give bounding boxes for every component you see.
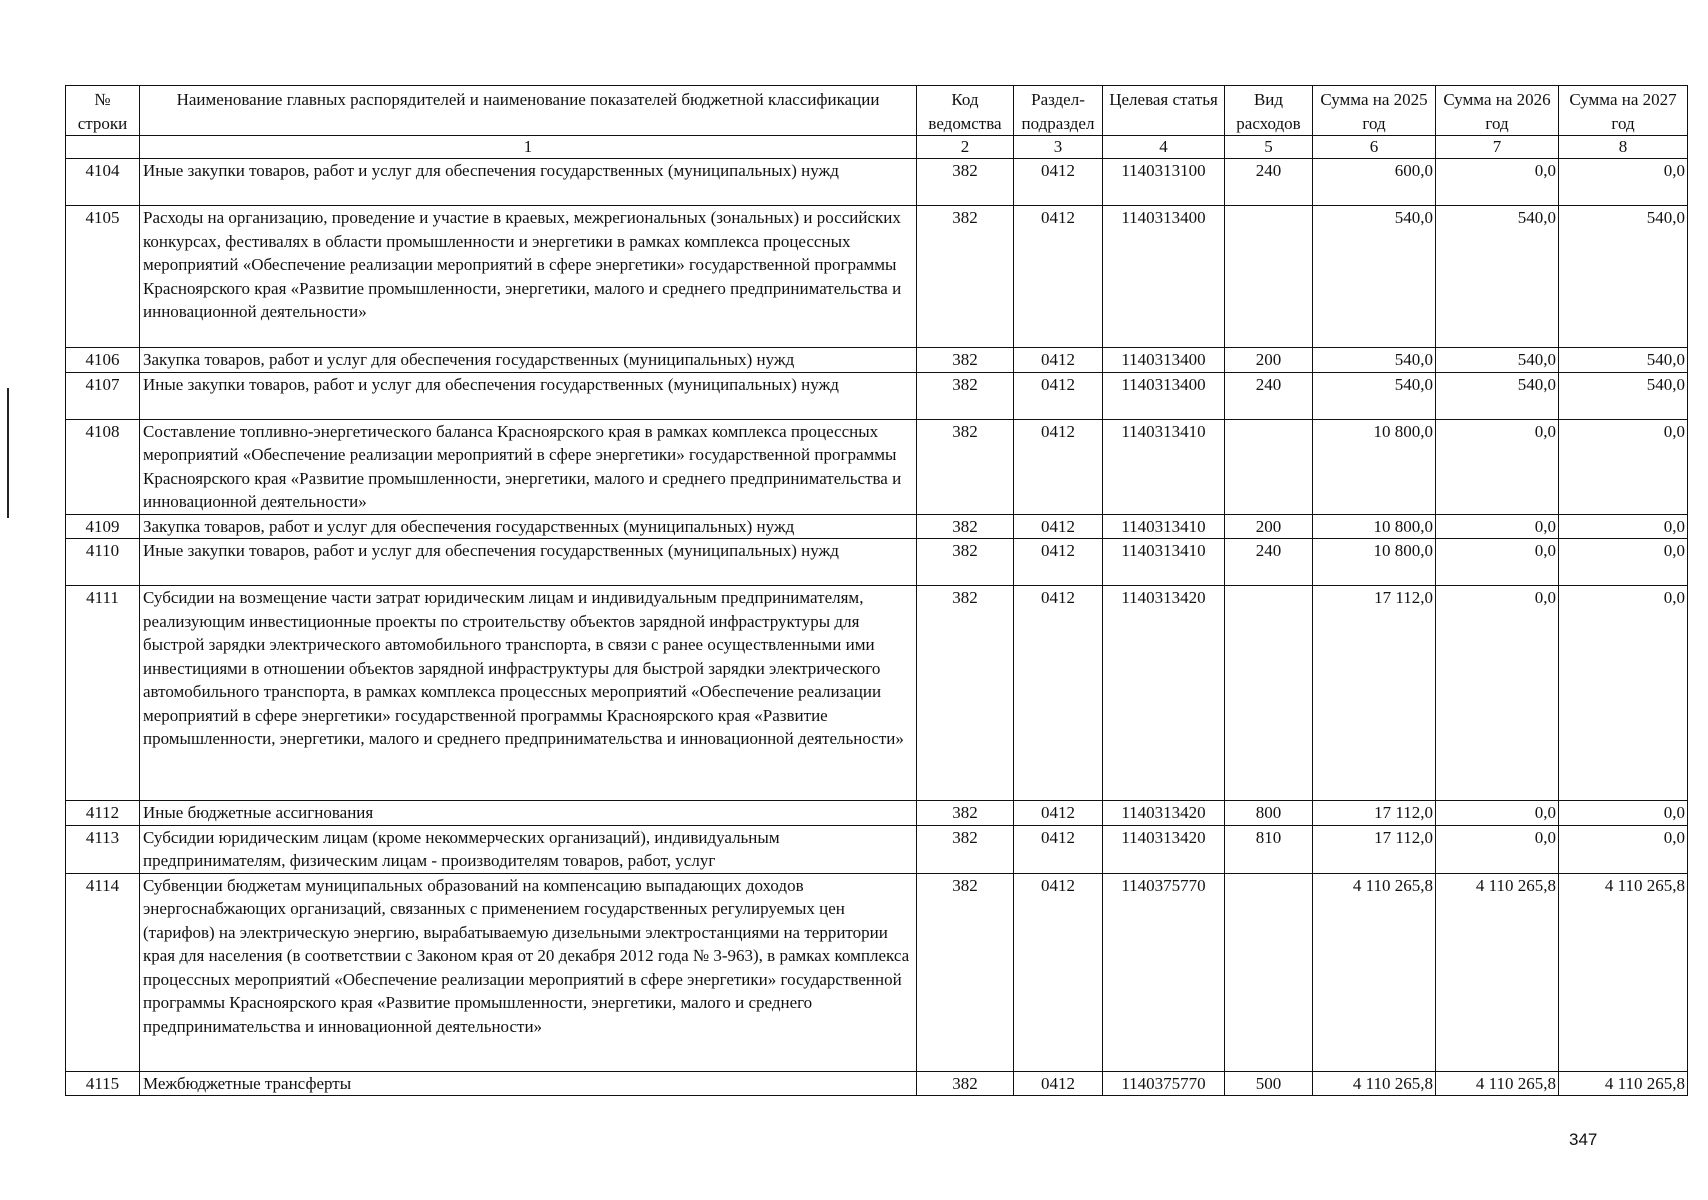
row-section: 0412	[1014, 825, 1103, 873]
table-row	[66, 372, 1688, 419]
row-target-item: 1140313410	[1103, 419, 1225, 514]
row-sum-2025: 17 112,0	[1313, 801, 1436, 826]
header-row	[66, 86, 1688, 136]
row-target-item: 1140313410	[1103, 539, 1225, 586]
row-number: 4112	[66, 801, 140, 826]
column-number: 2	[917, 136, 1014, 159]
row-sum-2026: 540,0	[1436, 206, 1559, 348]
row-name: Субсидии на возмещение части затрат юридическим лицам и индивидуальным предпринимателям, реализующим инвестиционные проекты по строительству объектов зарядной инфраструктуры для быстрой зарядки электрического автомобильного транспорта, в связи с ранее осуществленными ими инвестициями в отношении объектов зарядной инфраструктуры для быстрой зарядки электрического автомобильного транспорта, в рамках комплекса процессных мероприятий «Обеспечение реализации мероприятий в сфере энергетики» государственной программы Красноярского края «Развитие промышленности, энергетики, малого и среднего предпринимательства и инновационной деятельности»	[140, 586, 917, 801]
column-number: 3	[1014, 136, 1103, 159]
header-sum-2027: Сумма на 2027 год	[1559, 86, 1688, 136]
row-expense-type: 800	[1225, 801, 1313, 826]
row-section: 0412	[1014, 1071, 1103, 1096]
row-name: Иные закупки товаров, работ и услуг для обеспечения государственных (муниципальных) нужд	[140, 539, 917, 586]
row-target-item: 1140375770	[1103, 873, 1225, 1071]
row-sum-2026: 540,0	[1436, 348, 1559, 373]
row-number: 4108	[66, 419, 140, 514]
table-body	[66, 159, 1688, 1096]
row-target-item: 1140313400	[1103, 372, 1225, 419]
row-name: Расходы на организацию, проведение и участие в краевых, межрегиональных (зональных) и российских конкурсах, фестивалях в области промышленности и энергетики в рамках комплекса процессных мероприятий «Обеспечение реализации мероприятий в сфере энергетики» государственной программы Красноярского края «Развитие промышленности, энергетики, малого и среднего предпринимательства и инновационной деятельности»	[140, 206, 917, 348]
row-dept-code: 382	[917, 1071, 1014, 1096]
row-section: 0412	[1014, 514, 1103, 539]
budget-table	[65, 85, 1688, 1096]
row-number: 4107	[66, 372, 140, 419]
row-dept-code: 382	[917, 159, 1014, 206]
table-row	[66, 801, 1688, 826]
row-sum-2027: 0,0	[1559, 825, 1688, 873]
row-sum-2025: 10 800,0	[1313, 419, 1436, 514]
row-expense-type	[1225, 586, 1313, 801]
row-dept-code: 382	[917, 586, 1014, 801]
row-expense-type	[1225, 206, 1313, 348]
margin-mark	[7, 388, 9, 518]
table-row	[66, 825, 1688, 873]
row-number: 4115	[66, 1071, 140, 1096]
row-sum-2025: 17 112,0	[1313, 586, 1436, 801]
row-expense-type	[1225, 873, 1313, 1071]
row-number: 4114	[66, 873, 140, 1071]
row-sum-2026: 4 110 265,8	[1436, 873, 1559, 1071]
row-dept-code: 382	[917, 825, 1014, 873]
row-sum-2026: 0,0	[1436, 539, 1559, 586]
header-dept-code: Код ведомства	[917, 86, 1014, 136]
column-number: 6	[1313, 136, 1436, 159]
row-expense-type: 500	[1225, 1071, 1313, 1096]
row-sum-2025: 17 112,0	[1313, 825, 1436, 873]
header-row-no: № строки	[66, 86, 140, 136]
row-target-item: 1140313400	[1103, 348, 1225, 373]
header-section: Раздел-подраздел	[1014, 86, 1103, 136]
row-section: 0412	[1014, 539, 1103, 586]
row-number: 4104	[66, 159, 140, 206]
row-sum-2027: 0,0	[1559, 514, 1688, 539]
column-number: 1	[140, 136, 917, 159]
row-target-item: 1140313400	[1103, 206, 1225, 348]
row-sum-2026: 0,0	[1436, 801, 1559, 826]
column-number: 7	[1436, 136, 1559, 159]
row-expense-type: 240	[1225, 372, 1313, 419]
row-dept-code: 382	[917, 419, 1014, 514]
row-target-item: 1140313420	[1103, 801, 1225, 826]
table-row	[66, 873, 1688, 1071]
row-name: Закупка товаров, работ и услуг для обеспечения государственных (муниципальных) нужд	[140, 348, 917, 373]
table-row	[66, 159, 1688, 206]
row-sum-2026: 0,0	[1436, 159, 1559, 206]
row-section: 0412	[1014, 801, 1103, 826]
table-row	[66, 514, 1688, 539]
row-name: Иные закупки товаров, работ и услуг для обеспечения государственных (муниципальных) нужд	[140, 372, 917, 419]
header-expense-type: Вид расходов	[1225, 86, 1313, 136]
row-expense-type: 240	[1225, 159, 1313, 206]
row-name: Иные бюджетные ассигнования	[140, 801, 917, 826]
row-target-item: 1140313420	[1103, 586, 1225, 801]
row-dept-code: 382	[917, 514, 1014, 539]
page-number: 347	[1569, 1130, 1598, 1149]
row-number: 4113	[66, 825, 140, 873]
column-number-empty	[66, 136, 140, 159]
row-expense-type: 240	[1225, 539, 1313, 586]
row-sum-2027: 540,0	[1559, 348, 1688, 373]
row-dept-code: 382	[917, 801, 1014, 826]
row-dept-code: 382	[917, 873, 1014, 1071]
row-sum-2025: 540,0	[1313, 206, 1436, 348]
row-target-item: 1140313420	[1103, 825, 1225, 873]
row-number: 4106	[66, 348, 140, 373]
row-sum-2026: 0,0	[1436, 514, 1559, 539]
row-sum-2025: 10 800,0	[1313, 539, 1436, 586]
table-row	[66, 539, 1688, 586]
row-target-item: 1140375770	[1103, 1071, 1225, 1096]
row-sum-2025: 540,0	[1313, 372, 1436, 419]
row-sum-2027: 0,0	[1559, 586, 1688, 801]
header-name: Наименование главных распорядителей и наименование показателей бюджетной классификации	[140, 86, 917, 136]
row-name: Иные закупки товаров, работ и услуг для обеспечения государственных (муниципальных) нужд	[140, 159, 917, 206]
row-sum-2026: 540,0	[1436, 372, 1559, 419]
row-expense-type: 200	[1225, 514, 1313, 539]
row-sum-2025: 4 110 265,8	[1313, 1071, 1436, 1096]
row-sum-2026: 0,0	[1436, 419, 1559, 514]
row-section: 0412	[1014, 586, 1103, 801]
row-sum-2026: 0,0	[1436, 586, 1559, 801]
row-sum-2026: 0,0	[1436, 825, 1559, 873]
row-name: Субвенции бюджетам муниципальных образований на компенсацию выпадающих доходов энергоснабжающих организаций, связанных с применением государственных регулируемых цен (тарифов) на электрическую энергию, вырабатываемую дизельными электростанциями на территории края для населения (в соответствии с Законом края от 20 декабря 2012 года № 3-963), в рамках комплекса процессных мероприятий «Обеспечение реализации мероприятий в сфере энергетики» государственной программы Красноярского края «Развитие промышленности, энергетики, малого и среднего предпринимательства и инновационной деятельности»	[140, 873, 917, 1071]
row-dept-code: 382	[917, 372, 1014, 419]
row-dept-code: 382	[917, 539, 1014, 586]
table-row	[66, 419, 1688, 514]
row-dept-code: 382	[917, 348, 1014, 373]
row-number: 4109	[66, 514, 140, 539]
row-dept-code: 382	[917, 206, 1014, 348]
table-row	[66, 1071, 1688, 1096]
row-number: 4111	[66, 586, 140, 801]
row-section: 0412	[1014, 159, 1103, 206]
column-number-row	[66, 136, 1688, 159]
column-number: 5	[1225, 136, 1313, 159]
header-target-item: Целевая статья	[1103, 86, 1225, 136]
row-name: Составление топливно-энергетического баланса Красноярского края в рамках комплекса процессных мероприятий «Обеспечение реализации мероприятий в сфере энергетики» государственной программы Красноярского края «Развитие промышленности, энергетики, малого и среднего предпринимательства и инновационной деятельности»	[140, 419, 917, 514]
row-sum-2027: 0,0	[1559, 801, 1688, 826]
row-name: Межбюджетные трансферты	[140, 1071, 917, 1096]
column-number: 4	[1103, 136, 1225, 159]
row-sum-2025: 10 800,0	[1313, 514, 1436, 539]
header-sum-2026: Сумма на 2026 год	[1436, 86, 1559, 136]
row-sum-2027: 0,0	[1559, 159, 1688, 206]
row-section: 0412	[1014, 348, 1103, 373]
row-sum-2027: 540,0	[1559, 372, 1688, 419]
row-sum-2027: 540,0	[1559, 206, 1688, 348]
row-sum-2027: 4 110 265,8	[1559, 873, 1688, 1071]
row-section: 0412	[1014, 206, 1103, 348]
row-target-item: 1140313100	[1103, 159, 1225, 206]
row-sum-2026: 4 110 265,8	[1436, 1071, 1559, 1096]
row-expense-type: 810	[1225, 825, 1313, 873]
row-name: Закупка товаров, работ и услуг для обеспечения государственных (муниципальных) нужд	[140, 514, 917, 539]
row-section: 0412	[1014, 873, 1103, 1071]
row-section: 0412	[1014, 419, 1103, 514]
row-number: 4105	[66, 206, 140, 348]
row-section: 0412	[1014, 372, 1103, 419]
column-number: 8	[1559, 136, 1688, 159]
row-sum-2025: 4 110 265,8	[1313, 873, 1436, 1071]
table-row	[66, 348, 1688, 373]
row-sum-2027: 0,0	[1559, 419, 1688, 514]
row-sum-2025: 600,0	[1313, 159, 1436, 206]
row-sum-2027: 4 110 265,8	[1559, 1071, 1688, 1096]
row-sum-2025: 540,0	[1313, 348, 1436, 373]
row-name: Субсидии юридическим лицам (кроме некоммерческих организаций), индивидуальным предпринимателям, физическим лицам - производителям товаров, работ, услуг	[140, 825, 917, 873]
table-row	[66, 586, 1688, 801]
header-sum-2025: Сумма на 2025 год	[1313, 86, 1436, 136]
row-number: 4110	[66, 539, 140, 586]
row-target-item: 1140313410	[1103, 514, 1225, 539]
row-expense-type: 200	[1225, 348, 1313, 373]
row-expense-type	[1225, 419, 1313, 514]
row-sum-2027: 0,0	[1559, 539, 1688, 586]
table-row	[66, 206, 1688, 348]
